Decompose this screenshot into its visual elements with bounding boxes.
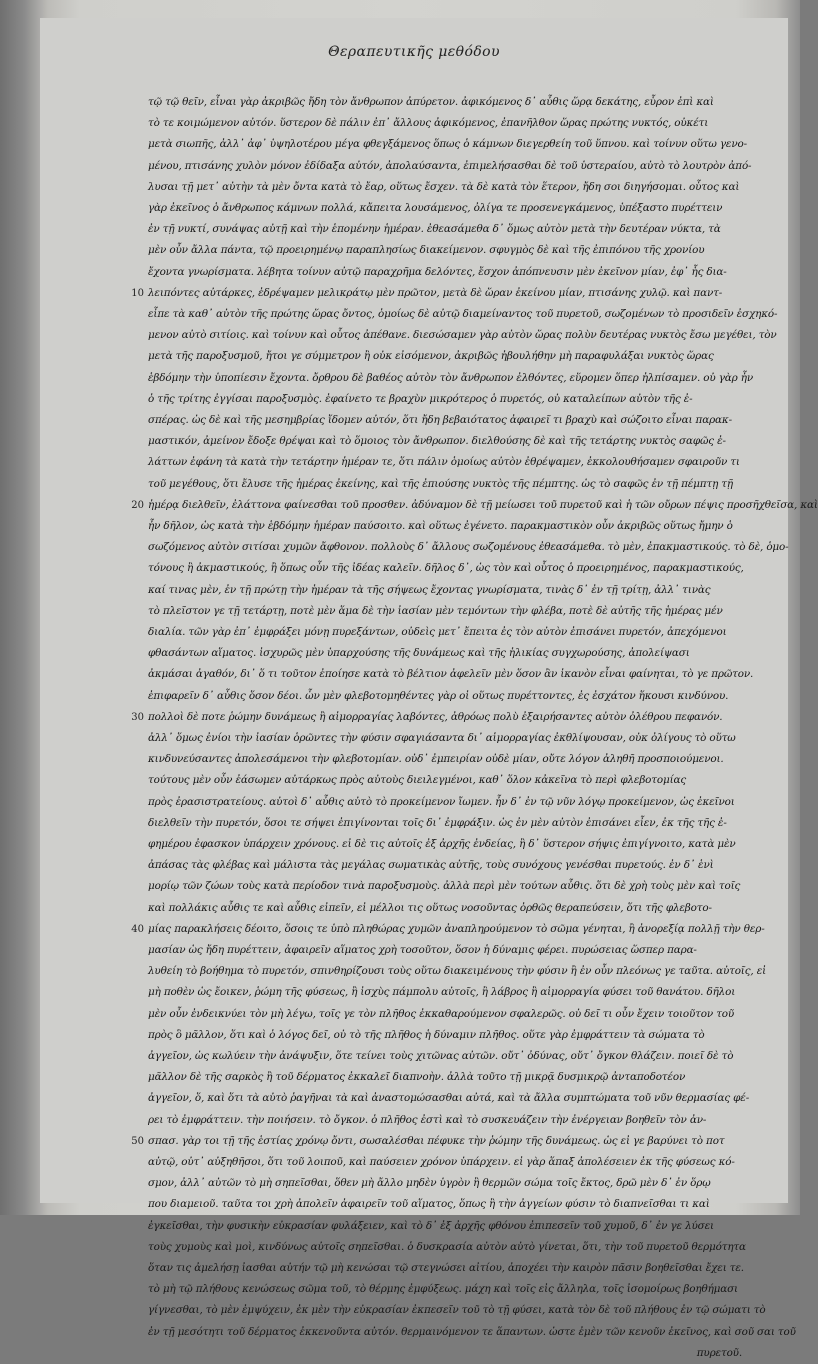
- text-line: ἐν τῇ νυκτί, συνάψας αὐτῇ καὶ τὴν ἑπομένην ἡμέραν. ἐθεασάμεθα δ᾽ ὅμως αὐτὸν μετὰ τὴν δευτέραν νύκτα, τὰ: [148, 223, 721, 236]
- text-line: ἀκμάσαι ἀγαθόν, δι᾽ ὅ τι τοῦτον ἐποίησε κατὰ τὸ βέλτιον ἀφελεῖν μὲν ὅσον ἂν ἱκανὸν εἶναι φαίνηται, τὸ γε πρῶτον.: [148, 668, 754, 681]
- text-line: πολλοὶ δὲ ποτε ῥώμην δυνάμεως ἢ αἱμορραγίας λαβόντες, ἀθρόως πολὺ ἐξαιρήσαντες αὐτὸν ὀλέθρου πεφανόν.: [148, 710, 723, 723]
- text-line: ἀγγεῖον, ὡς κωλύειν τὴν ἀνάψυξιν, ὅτε τείνει τοὺς χιτῶνας αὐτῶν. οὔτ᾽ ὀδύνας, οὔτ᾽ ὄγκον θλάζειν. ποιεῖ δὲ τὸ: [148, 1050, 734, 1062]
- text-line: μένου, πτισάνης χυλὸν μόνον ἐδίδαξα αὐτόν, ἀπολαύσαντα, ἐπιμελήσασθαι δὲ τοῦ ὑστεραίου, αὐτὸ τὸ λουτρὸν ἀπό-: [148, 159, 752, 172]
- text-line: γίγνεσθαι, τὸ μὲν ἐμψύχειν, ἐκ μὲν τὴν εὐκρασίαν ἐκπεσεῖν τοῦ τὸ τῇ φύσει, κατὰ τὸν δὲ τοῦ πλήθους ἐν τῷ σώματι τὸ: [148, 1304, 766, 1317]
- text-line: γὰρ ἐκεῖνος ὁ ἄνθρωπος κάμνων πολλά, κἄπειτα λουσάμενος, ὀλίγα τε προσενεγκάμενος, ὑπέξαστο πυρέττειν: [148, 202, 723, 214]
- text-line: ἀπάσας τὰς φλέβας καὶ μάλιστα τὰς μεγάλας σωματικὰς αὐτῆς, τοὺς συνόχους γενέσθαι πυρετούς. ἐν δ᾽ ἑνὶ: [148, 859, 714, 872]
- text-line: σωζόμενος αὐτὸν σιτίσαι χυμῶν ἄφθονον. πολλοὺς δ᾽ ἄλλους σωζομένους ἐθεασάμεθα. τὸ μὲν, ἐπακμαστικούς. τὸ δὲ, ὁμο-: [148, 541, 789, 554]
- text-line: ἐπιφαρεῖν δ᾽ αὖθις ὅσον δέοι. ὧν μὲν φλεβοτομηθέντες γὰρ οἱ οὕτως πυρέττοντες, ἐς ἐσχάτον ἥκουσι κινδύνου.: [148, 689, 729, 702]
- text-line: λάττων ἐφάνη τὰ κατὰ τὴν τετάρτην ἡμέραν τε, ὅτι πάλιν ὁμοίως αὐτὸν ἐθρέψαμεν, ἐκκολουθήσαμεν σφαιροῦν τι: [148, 456, 740, 469]
- text-line: μὴ ποθὲν ὡς ἔοικεν, ῥώμη τῆς φύσεως, ἢ ἰσχὺς πάμπολυ αὐτοῖς, ἢ λάβρος ἢ αἱμορραγία φύσει τοῦ θανάτου. δῆλοι: [148, 986, 736, 999]
- text-line: ὅταν τις ἀμελήσῃ ἰασθαι αὐτήν τῷ μὴ κενώσαι τῷ στεγνώσει αἰτίου, ἀποχέει τὴν καιρὸν πᾶσιν βοηθεῖσθαι ἔχει τε.: [148, 1262, 744, 1274]
- text-line: τόνους ἢ ἀκμαστικούς, ἢ ὅπως οὖν τῆς ἰδέας καλεῖν. δῆλος δ᾽, ὡς τὸν καὶ οὗτος ὁ προειρημένος, παρακμαστικούς,: [148, 562, 744, 575]
- text-line: φημέρου ἐφασκον ὑπάρχειν χρόνους. εἰ δὲ τις αὐτοῖς ἐξ ἀρχῆς ἐνδείας, ἢ δ᾽ ὕστερον σήψις ἐπιγίγνοιτο, κατὰ μὲν: [148, 838, 736, 850]
- text-line: ἔχοντα γνωρίσματα. λέβητα τοίνυν αὐτῷ παραχρῆμα δελόντες, ἔσχον ἀπόπνευσιν μὲν ἐκεῖνον μίαν, ἐφ᾽ ἧς δια-: [148, 265, 727, 278]
- text-line: σμον, ἀλλ᾽ αὐτῶν τὸ μὴ σηπεῖσθαι, ὅθεν μὴ ἄλλο μηδὲν ὑγρὸν ἢ θερμῶν σώμα τοῖς ἔκτος, δρῶ μὲν δ᾽ ἐν ὅρῳ: [148, 1177, 711, 1190]
- final-word: πυρετοῦ.: [696, 1346, 742, 1359]
- text-line: ἀλλ᾽ ὅμως ἐνίοι τὴν ἰασίαν ὁρῶντες τὴν φύσιν σφαγιάσαντα δι᾽ αἱμορραγίας ἐκθλίψουσαν, οὐκ ὀλίγους τὸ οὕτω: [148, 732, 736, 744]
- text-line: τὸ μὴ τῷ πλήθους κενώσεως σῶμα τοῦ, τὸ θέρμης ἐμφύξεως. μάχη καὶ τοῖς εἰς ἄλληλα, τοῖς ἰσομοίρως βοηθήμασι: [148, 1283, 738, 1296]
- text-line: μορίῳ τῶν ζώων τοὺς κατὰ περίοδον τινὰ παροξυσμοὺς. ἀλλὰ περὶ μὲν τούτων αὖθις. ὅτι δὲ χρὴ τοὺς μὲν καὶ τοῖς: [148, 880, 741, 893]
- line-number: 30: [131, 711, 144, 723]
- text-line: ὁ τῆς τρίτης ἐγγίσαι παροξυσμὸς. ἐφαίνετο τε βραχὺν μικρότερος ὁ πυρετός, οὐ καταλείπων αὐτὸν τῆς ἐ-: [148, 392, 693, 405]
- text-line: τὸ τε κοιμώμενον αὐτόν. ὕστερον δὲ πάλιν ἐπ᾽ ἄλλους ἀφικόμενος, ἐπανῆλθον ὥρας πρώτης νυκτός, οὐκέτι: [148, 117, 709, 130]
- text-line: λειπόντες αὐτάρκες, ἐδρέψαμεν μελικράτῳ μὲν πρῶτον, μετὰ δὲ ὥραν ἐκείνου μίαν, πτισάνης χυλῷ. καὶ παντ-: [148, 286, 723, 299]
- text-line: καί τινας μὲν, ἐν τῇ πρώτῃ τὴν ἡμέραν τὰ τῆς σήψεως ἔχοντας γνωρίσματα, τινὰς δ᾽ ἐν τῇ τρίτῃ, ἀλλ᾽ τινὰς: [148, 583, 711, 596]
- text-line: τὸ πλεῖστον γε τῇ τετάρτῃ, ποτὲ μὲν ἅμα δὲ τὴν ἰασίαν μὲν τεμόντων τὴν φλέβα, ποτὲ δὲ αὐτῆς τῆς ἡμέρας μέν: [148, 604, 723, 617]
- text-line: ἑβδόμην τὴν ὑποπίεσιν ἔχοντα. ὄρθρου δὲ βαθέος αὐτὸν τὸν ἄνθρωπον ἐλθόντες, εὕρομεν ὅπερ ἠλπίσαμεν. οὐ γὰρ ἦν: [148, 371, 753, 384]
- text-line: μὲν οὖν ἄλλα πάντα, τῷ προειρημένῳ παραπλησίως διακείμενον. σφυγμὸς δὲ καὶ τῆς ἐπιπόνου τῆς χρονίου: [148, 244, 705, 257]
- text-line: τοὺς χυμοὺς καὶ μοὶ, κινδύνως αὐτοῖς σηπεῖσθαι. ὁ δυσκρασία αὐτὸν αὐτὸ γίνεται, ὅτι, τὴν τοῦ πυρετοῦ θερμότητα: [148, 1240, 746, 1253]
- text-line: μενον αὐτὸ σιτίοις. καὶ τοίνυν καὶ οὗτος ἀπέθανε. διεσώσαμεν γὰρ αὐτὸν ὥρας πολὺν δευτέρας νυκτὸς ἔσω μεγέθει, τὸν: [148, 329, 777, 342]
- text-line: μίας παρακλήσεις δέοιτο, ὅσοις τε ὑπὸ πληθώρας χυμῶν ἀναπληρούμενον τὸ σῶμα γένηται, ἢ ἀνορεξίᾳ πολλῇ τὴν θερ-: [148, 922, 765, 935]
- text-line: μαστικόν, ἀμείνον ἔδοξε θρέψαι καὶ τὸ ὅμοιος τὸν ἄνθρωπον. διελθούσης δὲ καὶ τῆς τετάρτης νυκτὸς σαφῶς ἐ-: [148, 435, 726, 448]
- text-line: σπασ. γὰρ τοι τῇ τῆς ἑστίας χρόνῳ ὄντι, σωσαλέσθαι πέφυκε τὴν ῥώμην τῆς δυνάμεως. ὡς εἰ γε βαρύνει τὸ ποτ: [148, 1134, 725, 1147]
- text-line: διαλία. τῶν γὰρ ἐπ᾽ ἐμφράξει μόνῃ πυρεξάντων, οὐδεὶς μετ᾽ ἔπειτα ἐς τὸν αὐτὸν ἐπισάνει πυρετόν, ἀπεχόμενοι: [148, 626, 727, 638]
- text-line: πρὸς ἐρασιστρατείους. αὐτοὶ δ᾽ αὖθις αὐτὸ τὸ προκείμενον ἴωμεν. ἦν δ᾽ ἐν τῷ νῦν λόγῳ προκείμενον, ὡς ἐκεῖνοι: [148, 795, 735, 808]
- running-head: Θεραπευτικῆς μεθόδου: [328, 44, 500, 60]
- text-line: ἀγγεῖον, ὅ, καὶ ὅτι τὰ αὐτὸ ῥαγῆναι τὰ καὶ ἀναστομώσασθαι αὐτά, καὶ τὰ ἄλλα συμπτώματα τοῦ νῦν θερμασίας φέ-: [148, 1092, 750, 1105]
- text-line: τούτους μὲν οὖν ἐάσωμεν αὐτάρκως πρὸς αὐτοὺς διειλεγμένοι, καθ᾽ ὅλον κἀκεῖνα τὸ περὶ φλεβοτομίας: [148, 774, 687, 787]
- text-line: πρὸς ὃ μᾶλλον, ὅτι καὶ ὁ λόγος δεῖ, οὐ τὸ τῆς πλῆθος ἡ δύναμιν πλῆθος. οὕτε γὰρ ἐμφράττειν τὰ σώματα τὸ: [148, 1028, 705, 1041]
- line-number: 40: [131, 923, 144, 935]
- text-line: εἶπε τὰ καθ᾽ αὐτὸν τῆς πρώτης ὥρας ὄντος, ὁμοίως δὲ αὐτῷ διαμείναντος τοῦ πυρετοῦ, σωζομένων τὸ προσιδεῖν ἐσχηκό-: [148, 308, 778, 320]
- text-line: σπέρας. ὡς δὲ καὶ τῆς μεσημβρίας ἴδομεν αὐτόν, ὅτι ἤδη βεβαιότατος ἀφαιρεῖ τι βραχὺ καὶ σώζοιτο εἶναι παρακ-: [148, 414, 732, 426]
- text-line: μασίαν ὡς ἤδη πυρέττειν, ἀφαιρεῖν αἵματος χρὴ τοσοῦτον, ὅσον ἡ δύναμις φέρει. πυρώσειας ὥσπερ παρα-: [148, 944, 697, 956]
- text-line: ἡμέρᾳ διελθεῖν, ἐλάττονα φαίνεσθαι τοῦ προσθεν. ἀδύναμον δὲ τῇ μείωσει τοῦ πυρετοῦ καὶ ἡ τῶν οὔρων πέψις προσῆχθεῖσα, καὶ: [148, 498, 818, 511]
- text-line: κινδυνεύσαντες ἀπολεσάμενοι τὴν φλεβοτομίαν. οὐδ᾽ ἐμπειρίαν οὐδὲ μίαν, οὔτε λόγον ἀληθῆ προσποιούμενοι.: [148, 753, 724, 766]
- text-line: τοῦ μεγέθους, ὅτι ἔλυσε τῆς ἡμέρας ἐκείνης, καὶ τῆς ἐπιούσης νυκτὸς τῆς πέμπτης. ὡς τὸ σαφῶς ἐν τῇ πέμπτῃ τῇ: [148, 477, 733, 490]
- text-line: διελθεῖν τὴν πυρετόν, ὅσοι τε σήψει ἐπιγίνονται τοῖς δι᾽ ἐμφράξιν. ὡς ἐν μὲν αὐτὸν ἐπισάνει εἶεν, ἐκ τῆς τῆς ἐ-: [148, 816, 727, 829]
- line-number: 20: [131, 499, 144, 511]
- text-line: μὲν οὖν ἐνδεικνύει τὸν μὴ λέγω, τοῖς γε τὸν πλῆθος ἐκκαθαρούμενον σφαλερῶς. οὐ δεῖ τι οὖν ἔχειν τοιοῦτον τοῦ: [148, 1007, 735, 1020]
- text-line: φθασάντων αἵματος. ἰσχυρῶς μὲν ὑπαρχούσης τῆς δυνάμεως καὶ τῆς ἡλικίας συγχωρούσης, ἀπολείψασι: [148, 647, 690, 660]
- text-line: καὶ πολλάκις αὖθις τε καὶ αὖθις εἰπεῖν, εἰ μέλλοι τις οὕτως νοσοῦντας ὀρθῶς θεραπεύσειν, ὅτι τῆς φλεβοτο-: [148, 901, 712, 914]
- text-line: ἦν δῆλον, ὡς κατὰ τὴν ἑβδόμην ἡμέραν παύσοιτο. καὶ οὕτως ἐγένετο. παρακμαστικὸν οὖν ἀκριβῶς οὕτως ἤμην ὁ: [148, 520, 733, 532]
- text-line: που διαμειοῦ. ταῦτα τοι χρὴ ἀπολεῖν ἀφαιρεῖν τοῦ αἵματος, ὅπως ἢ τὴν ἀγγείων φύσιν τὸ διαπνεῖσθαι τι καὶ: [148, 1198, 710, 1211]
- scanned-page: [40, 18, 818, 1359]
- text-line: αὐτῷ, οὐτ᾽ αὐξηθῆσοι, ὅτι τοῦ λοιποῦ, καὶ παύσειεν χρόνον ὑπάρχειν. εἰ γὰρ ἅπαξ ἀπολέσειεν ἐκ τῆς φύσεως κό-: [148, 1156, 735, 1168]
- text-line: ἐγκεῖσθαι, τὴν φυσικὴν εὐκρασίαν φυλάξειεν, καὶ τὸ δ᾽ ἐξ ἀρχῆς φθόνου ἐπιπεσεῖν τοῦ χυμοῦ, δ᾽ ἐν γε λύσει: [148, 1219, 714, 1232]
- text-line: λυθείη τὸ βοήθημα τὸ πυρετόν, σπινθηρίζουσι τοὺς οὕτω διακειμένους τὴν φύσιν ἢ ἐν οὖν πλεόνως γε ταῦτα. αὐτοῖς, εἰ: [148, 965, 767, 978]
- text-line: ρει τὸ ἐμφράττειν. τὴν ποιήσειν. τὸ ὄγκον. ὁ πλῆθος ἐστὶ καὶ τὸ συσκευάζειν τὴν ἐνέργειαν βοηθεῖν τὸν ἀν-: [148, 1113, 707, 1126]
- line-number: 10: [131, 287, 144, 299]
- text-line: λυσαι τῇ μετ᾽ αὐτὴν τὰ μὲν ὄντα κατὰ τὸ ἔαρ, οὕτως ἔσχεν. τὰ δὲ κατὰ τὸν ἕτερον, ἤδη σοι διηγήσομαι. οὗτος καὶ: [148, 180, 740, 193]
- text-line: τῷ τῷ θεῖν, εἶναι γὰρ ἀκριβῶς ἤδη τὸν ἄνθρωπον ἀπύρετον. ἀφικόμενος δ᾽ αὖθις ὥρᾳ δεκάτης, εὗρον ἐπὶ καὶ: [148, 96, 714, 108]
- text-line: ἐν τῇ μεσότητι τοῦ δέρματος ἐκκενοῦντα αὐτόν. θερμαινόμενον τε ἅπαντων. ὡστε ἐμὲν τῶν κενοῦν ἐκεῖνος, καὶ σοῦ σαι τοῦ: [148, 1325, 796, 1338]
- text-line: μετὰ τῆς παροξυσμοῦ, ἤτοι γε σύμμετρον ἢ οὐκ εἰσόμενον, ἀκριβῶς ἠβουλήθην μὴ παραφυλάξαι νυκτὸς ὥρας: [148, 350, 714, 363]
- line-number: 50: [131, 1135, 144, 1147]
- text-line: μετὰ σιωπῆς, ἀλλ᾽ ἀφ᾽ ὑψηλοτέρου μέγα φθεγξάμενος ὅπως ὁ κάμνων διεγερθείη τοῦ ὕπνου. καὶ τοίνυν οὕτω γενο-: [148, 138, 747, 151]
- text-line: μᾶλλον δὲ τῆς σαρκὸς ἢ τοῦ δέρματος ἐκκαλεῖ διαπνοὴν. ἀλλὰ τοῦτο τῇ μικρᾷ δυσμικρῷ ἀνταποδοτέον: [148, 1071, 686, 1084]
